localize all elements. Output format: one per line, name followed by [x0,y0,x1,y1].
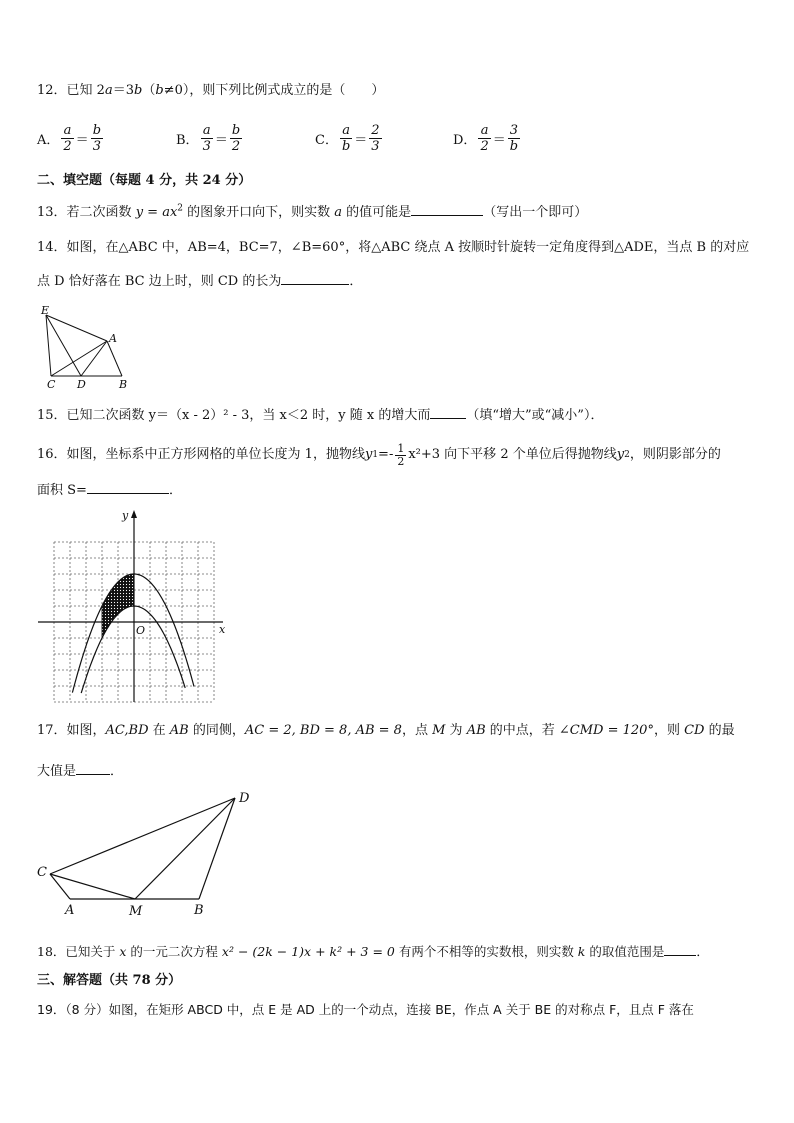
q12-option-d: D． $\frac{a}{2}$ ＝ $\frac{3}{b}$ [453,122,519,154]
answer-blank [430,406,466,419]
q16-figure [38,508,226,703]
fraction: $\frac{2}{3}$ [371,122,380,154]
q12-option-b: B． $\frac{a}{3}$ ＝ $\frac{b}{2}$ [176,122,241,154]
fraction: $\frac{a}{2}$ [63,122,72,154]
point-label-b: B [119,378,128,391]
answer-blank [87,481,169,494]
q17-stem-line2: 大值是 ． [37,764,124,779]
q14-stem-line1: 14．如图，在△ABC 中，AB=4，BC=7，∠B=60°，将△ABC 绕点 A 按顺时针旋转一定角度得到△ADE，当点 B 的对应 [37,240,750,255]
point-label-d: D [239,791,250,806]
fraction: $\frac{1}{2}$ [397,441,405,468]
answer-blank [664,943,696,956]
q12-stem: 12．已知 2a＝3b（b≠0），则下列比例式成立的是（ ） [37,83,385,98]
fraction: $\frac{b}{2}$ [231,122,241,154]
q13-stem: 13．若二次函数 $y = ax^2$ 的图象开口向下，则实数 a 的值可能是 （写出一个即可） [37,203,588,220]
q15-stem: 15．已知二次函数 y＝（x - 2）² - 3，当 x＜2 时，y 随 x 的增大而 （填“增大”或“减小”）． [37,408,604,423]
point-label-d: D [77,378,86,391]
point-label-e: E [41,304,50,317]
answer-blank [76,762,110,775]
q14-stem-line2: 点 D 恰好落在 BC 边上时，则 CD 的长为 ． [37,274,363,289]
q16-stem-line1: 16．如图，坐标系中正方形网格的单位长度为 1，抛物线 y 1 =- $\frac{1}{2}$ x²+3 向下平移 2 个单位后得抛物线 y 2 ，则阴影部分的 [37,441,721,468]
point-label-c: C [47,378,56,391]
q12-option-c: C． $\frac{a}{b}$ ＝ $\frac{2}{3}$ [315,122,380,154]
point-label-a: A [109,332,117,345]
q19-stem: 19．（8 分）如图，在矩形 ABCD 中，点 E 是 AD 上的一个动点，连接 BE，作点 A 关于 BE 的对称点 F，且点 F 落在 [37,1002,694,1017]
fraction: $\frac{a}{2}$ [480,122,489,154]
q18-stem: 18．已知关于 x 的一元二次方程 x² − (2k − 1)x + k² + 3 = 0 有两个不相等的实数根，则实数 k 的取值范围是 ． [37,944,709,959]
y-axis-label: y [122,509,129,522]
q16-stem-line2: 面积 S= ． [37,483,182,498]
fraction: $\frac{a}{3}$ [202,122,211,154]
fraction: $\frac{b}{3}$ [92,122,102,154]
fraction: $\frac{a}{b}$ [341,122,351,154]
point-label-b: B [194,903,204,918]
q12-option-a: A． $\frac{a}{2}$ ＝ $\frac{b}{3}$ [37,122,102,154]
point-label-c: C [37,865,47,880]
q17-figure [36,788,266,918]
section-heading-solutions: 三、解答题（共 78 分） [37,973,182,988]
fraction: $\frac{3}{b}$ [509,122,519,154]
q17-stem-line1: 17．如图，AC,BD 在 AB 的同侧，AC = 2, BD = 8, AB = 8，点 M 为 AB 的中点，若 ∠CMD = 120°，则 CD 的最 [37,723,735,738]
answer-blank [281,272,349,285]
point-label-a: A [65,903,75,918]
section-heading-fill-in: 二、填空题（每题 4 分，共 24 分） [37,173,252,188]
x-axis-label: x [219,623,226,636]
answer-blank [411,203,483,216]
q14-figure [38,305,148,390]
point-label-m: M [129,904,143,919]
origin-label: O [136,624,146,637]
